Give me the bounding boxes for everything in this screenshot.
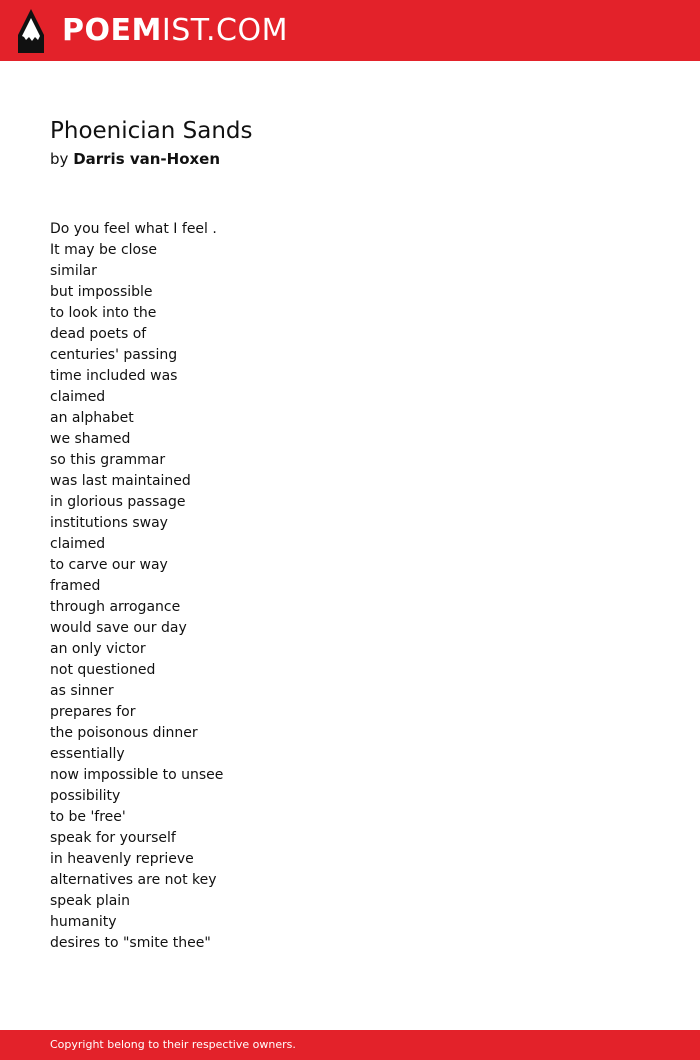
poem-line: claimed [50,536,106,552]
poem-line: in heavenly reprieve [50,851,194,867]
poem-body [50,219,223,954]
poem-line: framed [50,578,101,594]
poem-line: dead poets of [50,326,147,342]
poem-line: alternatives are not key [50,872,217,888]
poem-line: essentially [50,746,125,762]
pencil-tip-icon[interactable] [18,9,44,53]
poem-line: similar [50,263,97,279]
poem-line: possibility [50,788,121,804]
poem-line: to carve our way [50,557,168,573]
copyright-text: Copyright belong to their respective owners. [50,1038,296,1051]
poem-line: in glorious passage [50,494,186,510]
poem-byline [50,148,220,170]
poem-line: institutions sway [50,515,168,531]
poem-line: but impossible [50,284,153,300]
poem-line: claimed [50,389,106,405]
poem-line: was last maintained [50,473,191,489]
poem-line: an only victor [50,641,146,657]
poem-line: through arrogance [50,599,181,615]
by-label: by [50,150,69,168]
poem-line: humanity [50,914,117,930]
poem-line: to look into the [50,305,157,321]
logo-bold-part: POEM [62,13,162,48]
logo-light-part: IST.COM [161,13,288,48]
poem-line: would save our day [50,620,187,636]
site-header [0,0,700,61]
poem-line: time included was [50,368,178,384]
poem-line: now impossible to unsee [50,767,224,783]
poem-line: we shamed [50,431,131,447]
poem-line: an alphabet [50,410,134,426]
poem-line: speak for yourself [50,830,176,846]
poem-line: Do you feel what I feel . [50,221,217,237]
poem-author: Darris van-Hoxen [73,150,221,168]
poem-line: as sinner [50,683,114,699]
site-footer [0,1030,700,1060]
poem-line: to be 'free' [50,809,126,825]
poem-line: speak plain [50,893,131,909]
poem-line: prepares for [50,704,136,720]
poem-line: centuries' passing [50,347,178,363]
poem-line: so this grammar [50,452,166,468]
poem-title: Phoenician Sands [50,118,253,144]
poem-line: the poisonous dinner [50,725,198,741]
poem-line: desires to "smite thee" [50,935,211,951]
poem-line: not questioned [50,662,156,678]
poem-line: It may be close [50,242,158,258]
site-logo[interactable] [62,11,288,51]
